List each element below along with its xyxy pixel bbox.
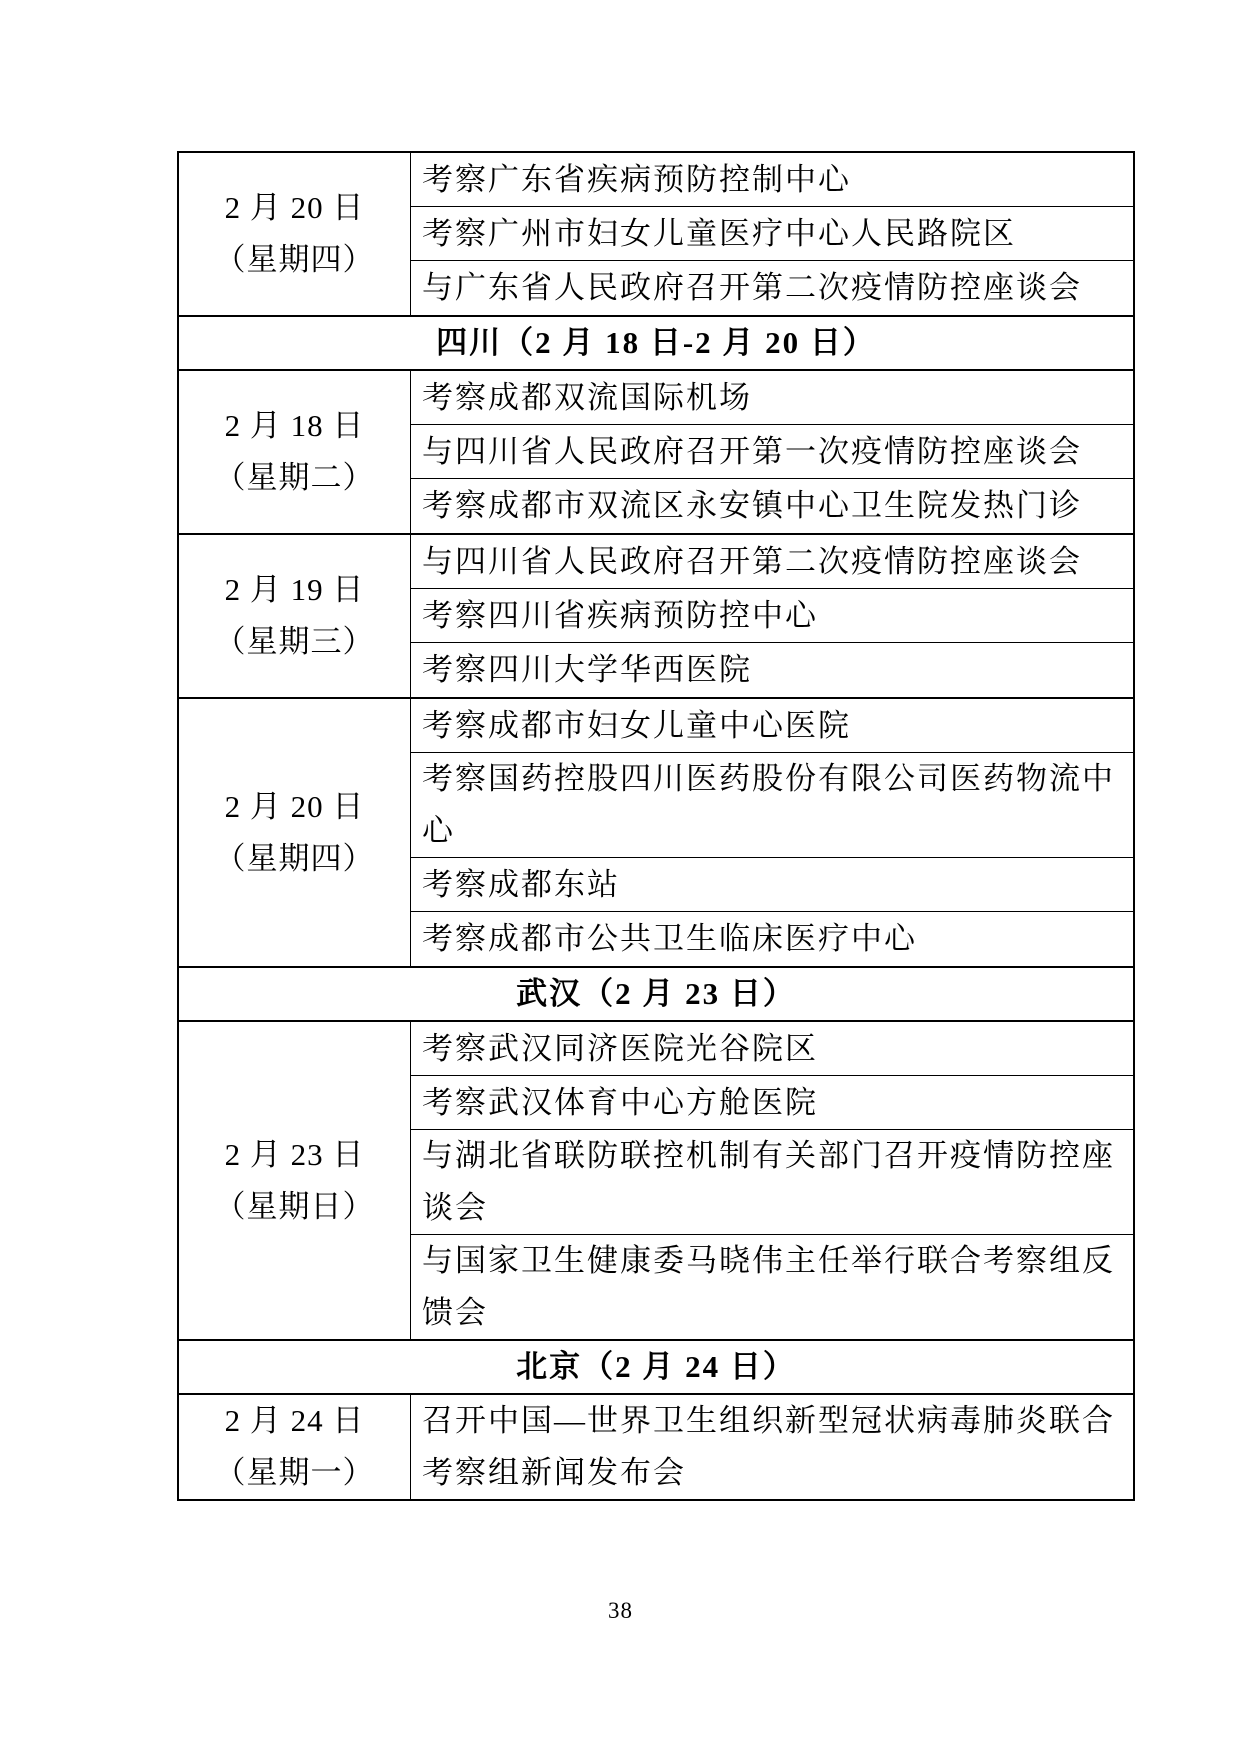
date-line1: 2 月 23 日 <box>224 1136 365 1172</box>
table-row <box>179 1022 1133 1341</box>
activity-cell: 召开中国—世界卫生组织新型冠状病毒肺炎联合考察组新闻发布会 <box>422 1403 1115 1490</box>
table-row <box>179 371 1133 535</box>
date-cell <box>179 699 411 966</box>
date-line2: （星期二） <box>214 460 375 495</box>
date-line2: （星期日） <box>214 1188 375 1224</box>
activity-cell: 考察广东省疾病预防控制中心 <box>411 153 1133 207</box>
activities-cell <box>411 371 1133 533</box>
date-cell <box>179 535 411 697</box>
date-cell <box>179 153 411 315</box>
activity-cell: 考察成都市公共卫生临床医疗中心 <box>422 921 917 956</box>
schedule-table <box>177 151 1135 1501</box>
table-row <box>179 535 1133 699</box>
date-line2: （星期四） <box>214 242 375 277</box>
date-cell <box>179 371 411 533</box>
date-line1: 2 月 20 日 <box>224 788 365 824</box>
activity-cell: 考察武汉体育中心方舱医院 <box>411 1076 1133 1130</box>
activity-cell: 与国家卫生健康委马晓伟主任举行联合考察组反馈会 <box>422 1243 1115 1330</box>
page-number: 38 <box>608 1598 633 1623</box>
section-header-row <box>179 968 1133 1022</box>
activities-cell <box>411 699 1133 966</box>
section-header-row <box>179 317 1133 371</box>
section-header-label: 北京（2 月 24 日） <box>516 1349 796 1384</box>
date-line2: （星期四） <box>214 840 375 876</box>
activities-cell <box>411 1395 1133 1499</box>
date-line1: 2 月 24 日 <box>224 1403 365 1438</box>
activity-cell: 考察武汉同济医院光谷院区 <box>411 1022 1133 1076</box>
date-line1: 2 月 20 日 <box>224 190 365 225</box>
section-header-row <box>179 1341 1133 1395</box>
activity-cell: 与广东省人民政府召开第二次疫情防控座谈会 <box>422 270 1082 305</box>
activity-cell: 与四川省人民政府召开第二次疫情防控座谈会 <box>411 535 1133 589</box>
section-header-label: 四川（2 月 18 日-2 月 20 日） <box>436 325 876 360</box>
table-row <box>179 1395 1133 1499</box>
activity-cell: 考察成都双流国际机场 <box>411 371 1133 425</box>
activity-cell: 与湖北省联防联控机制有关部门召开疫情防控座谈会 <box>411 1130 1133 1235</box>
date-cell <box>179 1395 411 1499</box>
activity-cell: 考察广州市妇女儿童医疗中心人民路院区 <box>411 207 1133 261</box>
date-line1: 2 月 18 日 <box>224 408 365 443</box>
activity-cell: 考察国药控股四川医药股份有限公司医药物流中心 <box>411 753 1133 858</box>
activity-cell: 考察四川大学华西医院 <box>422 652 752 687</box>
activities-cell <box>411 535 1133 697</box>
table-row <box>179 153 1133 317</box>
table-row <box>179 699 1133 968</box>
activity-cell: 考察成都市双流区永安镇中心卫生院发热门诊 <box>422 488 1082 523</box>
date-line2: （星期三） <box>214 624 375 659</box>
activity-cell: 考察四川省疾病预防控中心 <box>411 589 1133 643</box>
activity-cell: 考察成都东站 <box>411 858 1133 912</box>
date-line2: （星期一） <box>214 1455 375 1490</box>
section-header-label: 武汉（2 月 23 日） <box>516 976 796 1011</box>
activity-cell: 考察成都市妇女儿童中心医院 <box>411 699 1133 753</box>
date-line1: 2 月 19 日 <box>224 572 365 607</box>
activity-cell: 与四川省人民政府召开第一次疫情防控座谈会 <box>411 425 1133 479</box>
activities-cell <box>411 153 1133 315</box>
date-cell <box>179 1022 411 1339</box>
activities-cell <box>411 1022 1133 1339</box>
